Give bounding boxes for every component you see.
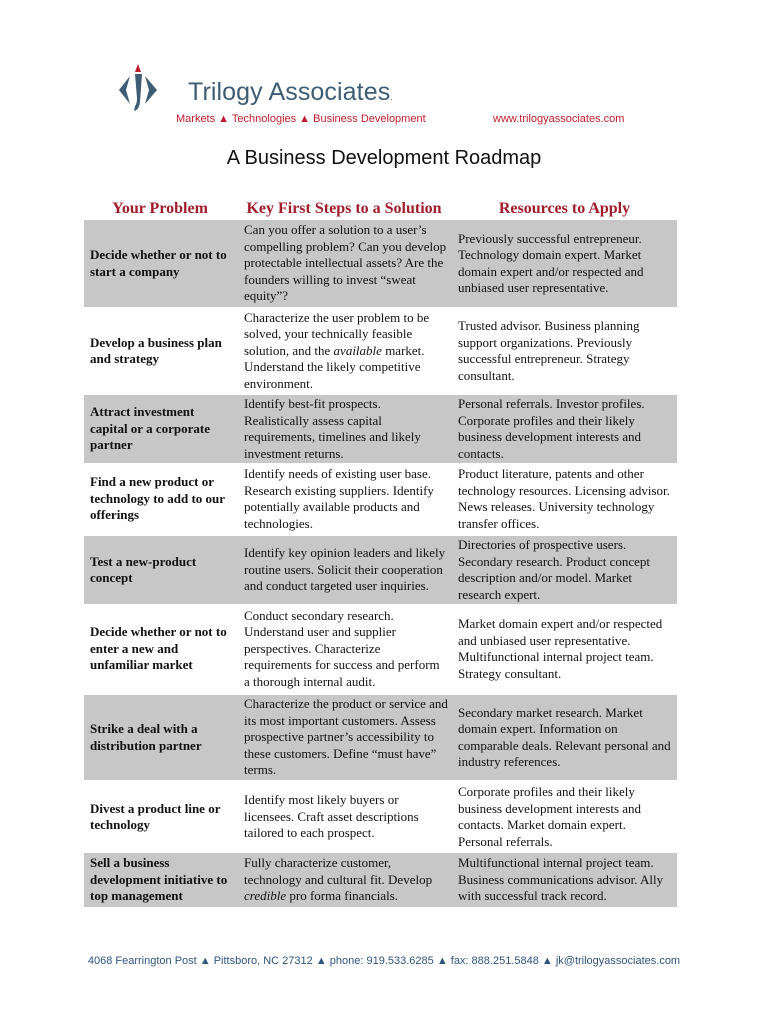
trilogy-logo-icon [118, 64, 158, 112]
emphasis-text: credible [244, 888, 287, 904]
problem-cell: Test a new-product concept [90, 553, 197, 585]
website-url[interactable]: www.trilogyassociates.com [493, 113, 625, 125]
table-row [84, 220, 677, 307]
emphasis-text: available [333, 342, 382, 358]
company-name: Trilogy Associates. [188, 78, 393, 106]
steps-cell: Characterize the user problem to be solved, your technically feasible solution, and the available market. Understand the likely competitive environment. [244, 309, 430, 391]
problem-cell: Sell a business development initiative to top management [90, 855, 228, 904]
steps-cell: Identify key opinion leaders and likely routine users. Solicit their cooperation and conduct targeted user inquiries. [244, 545, 446, 594]
resources-cell: Product literature, patents and other technology resources. Licensing advisor. News releases. University technology transfer offices. [458, 466, 670, 531]
problem-cell: Decide whether or not to start a company [90, 247, 227, 279]
resources-cell: Directories of prospective users. Secondary research. Product concept description and/or model. Market research expert. [458, 537, 651, 602]
resources-cell: Trusted advisor. Business planning support organizations. Previously successful entrepreneur. Strategy consultant. [458, 318, 640, 383]
table-row [84, 606, 677, 692]
trademark-mark: . [390, 92, 393, 102]
problem-cell: Strike a deal with a distribution partner [90, 721, 202, 753]
steps-cell: Conduct secondary research. Understand user and supplier perspectives. Characterize requirements for success and perform a thorough internal audit. [244, 607, 440, 689]
table-row [84, 395, 677, 463]
table-row [84, 853, 677, 907]
column-header-problem: Your Problem [112, 200, 208, 217]
column-header-resources: Resources to Apply [498, 200, 631, 217]
table-row [84, 465, 677, 533]
steps-cell: Fully characterize customer, technology and cultural fit. Develop credible pro forma financials. [244, 855, 433, 904]
table-row [84, 536, 677, 604]
column-header-steps: Key First Steps to a Solution [246, 200, 442, 217]
resources-cell: Multifunctional internal project team. Business communications advisor. Ally with successful track record. [458, 855, 664, 904]
steps-cell: Can you offer a solution to a user’s compelling problem? Can you develop protectable intellectual assets? Are the founders willing to invest “sweat equity”? [244, 222, 447, 304]
steps-cell: Identify needs of existing user base. Research existing suppliers. Identify potentially available products and technologies. [244, 466, 434, 531]
resources-cell: Corporate profiles and their likely business development interests and contacts. Market domain expert. Personal referrals. [458, 784, 642, 849]
resources-cell: Previously successful entrepreneur. Technology domain expert. Market domain expert and/or respected and unbiased user representative. [458, 230, 644, 295]
steps-cell: Identify most likely buyers or licensees. Craft asset descriptions tailored to each prospect. [244, 792, 419, 841]
tagline: Markets ▲ Technologies ▲ Business Development [176, 113, 426, 125]
resources-cell: Market domain expert and/or respected and unbiased user representative. Multifunctional internal project team. Strategy consultant. [458, 616, 663, 681]
page-title: A Business Development Roadmap [226, 147, 542, 169]
resources-cell: Secondary market research. Market domain expert. Information on comparable deals. Relevant personal and industry references. [458, 704, 671, 769]
footer-contact: 4068 Fearrington Post ▲ Pittsboro, NC 27312 ▲ phone: 919.533.6285 ▲ fax: 888.251.5848 ▲ jk@trilogyassociates.com [87, 955, 681, 967]
problem-cell: Attract investment capital or a corporate partner [90, 404, 210, 453]
steps-cell: Identify best-fit prospects. Realistically assess capital requirements, timelines and likely investment returns. [244, 396, 421, 461]
problem-cell: Divest a product line or technology [90, 800, 221, 832]
table-row [84, 309, 677, 393]
problem-cell: Decide whether or not to enter a new and unfamiliar market [90, 624, 227, 673]
table-row [84, 695, 677, 780]
table-row [84, 783, 677, 851]
resources-cell: Personal referrals. Investor profiles. Corporate profiles and their likely business development interests and contacts. [458, 396, 645, 461]
problem-cell: Find a new product or technology to add to our offerings [90, 474, 225, 523]
steps-cell: Characterize the product or service and its most important customers. Assess prospective partner’s accessibility to these customers. Define “must have” terms. [244, 696, 448, 778]
problem-cell: Develop a business plan and strategy [90, 334, 222, 366]
